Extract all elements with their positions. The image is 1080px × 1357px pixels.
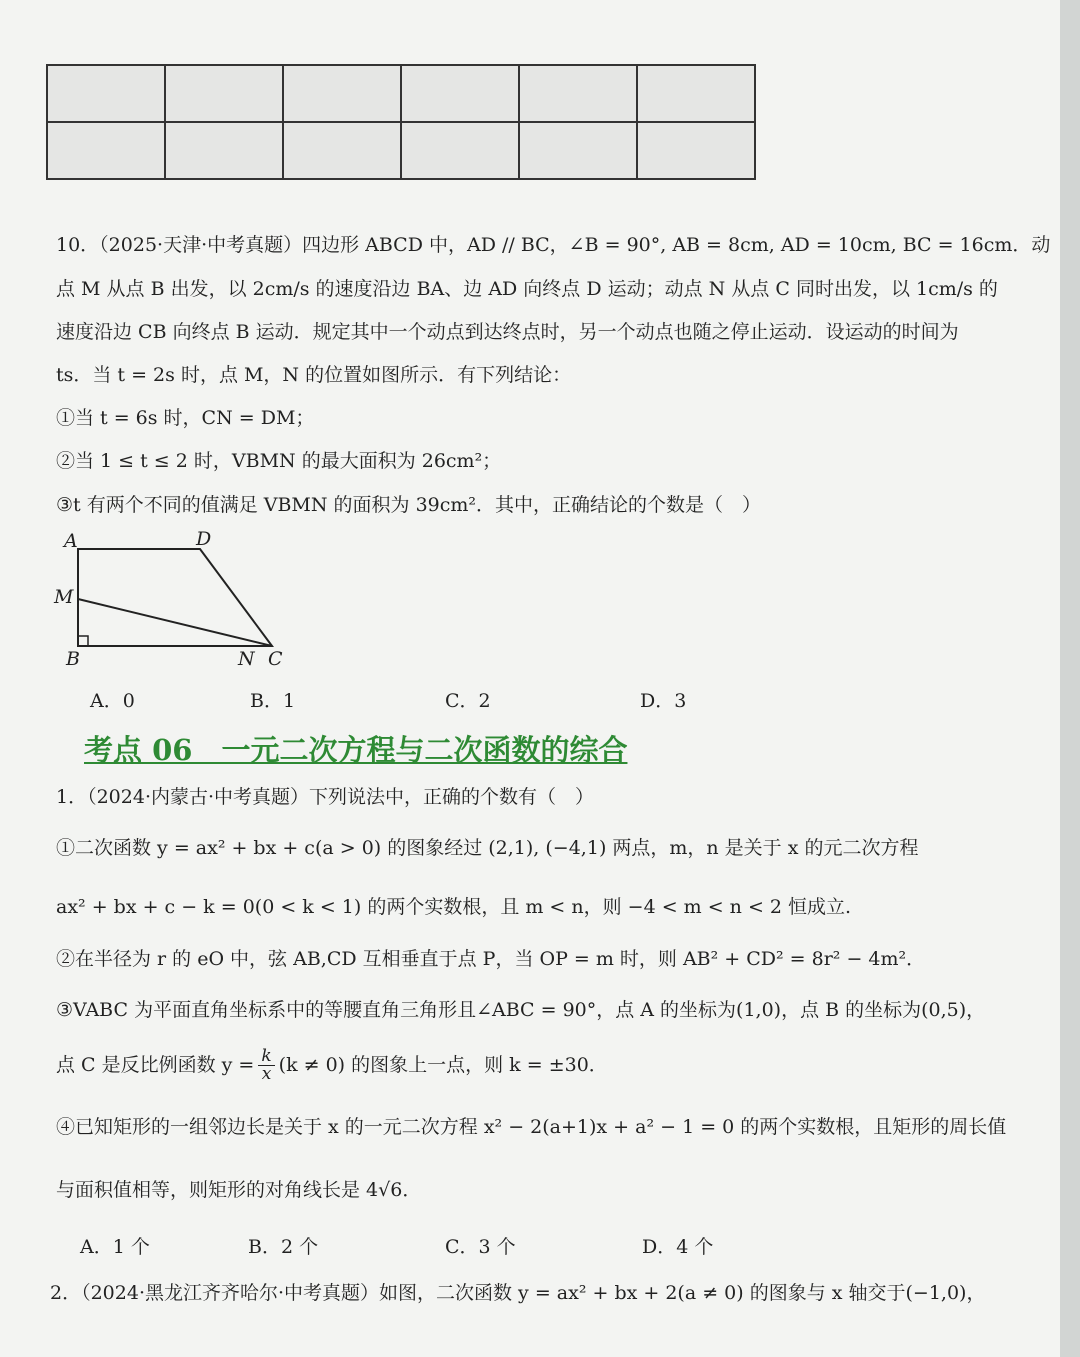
q10-conclusion-3: ③t 有两个不同的值满足 VBMN 的面积为 39cm²．其中，正确结论的个数是（ ）: [56, 494, 762, 516]
answer-cell: [283, 122, 401, 179]
label-b: B: [66, 648, 80, 670]
answer-cell: [47, 65, 165, 122]
q1-option-b: B．2 个: [248, 1236, 319, 1258]
answer-cell: [519, 122, 637, 179]
q10-line-3: 速度沿边 CB 向终点 B 运动．规定其中一个动点到达终点时，另一个动点也随之停止运动．设运动的时间为: [56, 321, 959, 343]
q10-option-c: C．2: [445, 690, 491, 712]
right-angle-mark: [78, 636, 88, 646]
answer-grid-row: [47, 65, 755, 122]
q1-statement-2: ②在半径为 r 的 eO 中，弦 AB,CD 互相垂直于点 P，当 OP = m 时，则 AB² + CD² = 8r² − 4m²．: [56, 948, 926, 970]
page-edge-shadow: [1060, 0, 1080, 1357]
q1-line-1: 1．（2024·内蒙古·中考真题）下列说法中，正确的个数有（ ）: [56, 786, 595, 808]
trapezoid-abcd: [78, 549, 272, 646]
q10-conclusion-2: ②当 1 ≤ t ≤ 2 时，VBMN 的最大面积为 26cm²；: [56, 450, 502, 472]
q1-option-a: A．1 个: [80, 1236, 150, 1258]
trapezoid-figure: [50, 525, 310, 675]
q1-statement-3b-post: (k ≠ 0) 的图象上一点，则 k = ±30．: [278, 1054, 608, 1076]
q10-line-1: 10．（2025·天津·中考真题）四边形 ABCD 中，AD // BC，∠B = 90°, AB = 8cm, AD = 10cm, BC = 16cm．动: [56, 234, 1051, 256]
q1-statement-1b: ax² + bx + c − k = 0(0 < k < 1) 的两个实数根，且 m < n，则 −4 < m < n < 2 恒成立.: [56, 896, 852, 918]
answer-cell: [519, 65, 637, 122]
q1-statement-1a: ①二次函数 y = ax² + bx + c(a > 0) 的图象经过 (2,1), (−4,1) 两点，m，n 是关于 x 的元二次方程: [56, 837, 919, 859]
fraction-denominator: x: [261, 1064, 272, 1084]
label-a: A: [64, 530, 78, 552]
answer-cell: [283, 65, 401, 122]
answer-cell: [401, 65, 519, 122]
q10-conclusion-1: ①当 t = 6s 时，CN = DM；: [56, 407, 315, 429]
q1-statement-4a: ④已知矩形的一组邻边长是关于 x 的一元二次方程 x² − 2(a+1)x + a² − 1 = 0 的两个实数根，且矩形的周长值: [56, 1116, 1007, 1138]
q2-line-1: 2．（2024·黑龙江齐齐哈尔·中考真题）如图，二次函数 y = ax² + bx + 2(a ≠ 0) 的图象与 x 轴交于(−1,0)，: [50, 1282, 986, 1304]
answer-cell: [47, 122, 165, 179]
fraction-numerator: k: [258, 1048, 274, 1066]
q1-statement-3b: [56, 1048, 608, 1083]
answer-cell: [637, 65, 755, 122]
q10-line-4: ts．当 t = 2s 时，点 M，N 的位置如图所示．有下列结论：: [56, 364, 572, 386]
q10-option-d: D．3: [640, 690, 687, 712]
q10-option-a: A．0: [90, 690, 135, 712]
q1-statement-4b: 与面积值相等，则矩形的对角线长是 4√6．: [56, 1179, 422, 1201]
label-c: C: [268, 648, 283, 670]
label-n: N: [238, 648, 255, 670]
answer-cell: [637, 122, 755, 179]
q10-line-2: 点 M 从点 B 出发，以 2cm/s 的速度沿边 BA、边 AD 向终点 D 运动；动点 N 从点 C 同时出发，以 1cm/s 的: [56, 278, 998, 300]
label-m: M: [54, 586, 74, 608]
q1-option-c: C．3 个: [445, 1236, 516, 1258]
q10-option-b: B．1: [250, 690, 296, 712]
answer-cell: [165, 65, 283, 122]
q1-statement-3a: ③VABC 为平面直角坐标系中的等腰直角三角形且∠ABC = 90°，点 A 的坐标为(1,0)，点 B 的坐标为(0,5)，: [56, 999, 986, 1021]
q1-statement-3b-pre: 点 C 是反比例函数 y =: [56, 1054, 255, 1076]
answer-grid-row: [47, 122, 755, 179]
answer-grid: [46, 64, 756, 180]
answer-cell: [401, 122, 519, 179]
answer-cell: [165, 122, 283, 179]
fraction-k-over-x: [258, 1048, 274, 1083]
label-d: D: [196, 528, 212, 550]
section-heading: 考点 06 一元二次方程与二次函数的综合: [84, 733, 628, 767]
q1-option-d: D．4 个: [642, 1236, 714, 1258]
